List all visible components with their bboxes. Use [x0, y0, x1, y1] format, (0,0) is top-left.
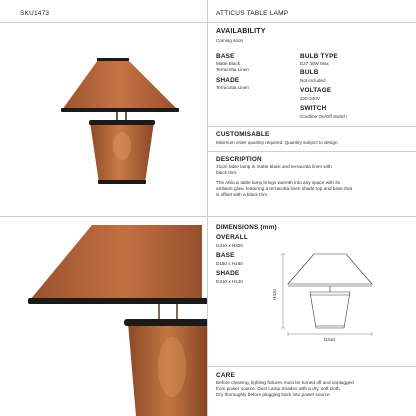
availability-value: Coming soon [216, 38, 244, 43]
base-value-2: Terracotta Linen [216, 67, 249, 72]
closeup-base-trim [124, 319, 207, 326]
specs-divider [208, 126, 416, 127]
lamp-shade-top-trim [97, 58, 129, 61]
bulb-type-heading: BULB TYPE [300, 53, 339, 60]
care-line: Dry thoroughly before plugging back into power source. [216, 392, 331, 397]
customisable-heading: CUSTOMISABLE [216, 131, 270, 138]
care-divider [208, 366, 416, 367]
description-line: 31cm table lamp in matte black and terracotta linen with [216, 164, 332, 169]
voltage-heading: VOLTAGE [300, 87, 332, 94]
description-line: The Atticus table lamp brings warmth into any space with its [216, 180, 341, 185]
closeup-shade-trim [28, 298, 207, 304]
drawing-base [310, 292, 350, 328]
overall-heading: OVERALL [216, 234, 248, 241]
customisable-divider [208, 151, 416, 152]
description-heading: DESCRIPTION [216, 156, 262, 163]
description-line: is offset with a black trim. [216, 192, 269, 197]
shade-value: Terracotta Linen [216, 85, 249, 90]
lamp-shade-bottom-trim [61, 108, 179, 112]
description-paragraph-1 [216, 164, 366, 176]
care-paragraph [216, 380, 406, 398]
product-photo-closeup [0, 217, 207, 416]
drawing-height-label: H320 [272, 289, 277, 300]
drawing-shade [288, 254, 372, 284]
closeup-shade [30, 225, 202, 300]
dim-shade-value: D310 x H140 [216, 279, 243, 284]
center-divider [207, 0, 208, 416]
switch-value: Cordline On/Off Switch [300, 114, 347, 119]
dimensions-heading: DIMENSIONS (mm) [216, 224, 277, 231]
care-line: from power source. Dust Lamp Shades with a dry, soft cloth. [216, 386, 341, 391]
product-photo-full [40, 50, 185, 200]
overall-value: D310 x H320 [216, 243, 243, 248]
bulb-type-value: E27 40W Max [300, 61, 329, 66]
lamp-base-top-trim [89, 120, 155, 125]
care-line: Before cleaning, lighting fixtures must be turned off and unplugged [216, 380, 354, 385]
dim-base-value: D160 x H160 [216, 261, 243, 266]
switch-heading: SWITCH [300, 105, 327, 112]
customisable-text: Minimum order quantity required. Quantity subject to design. [216, 140, 339, 145]
dimension-drawing [280, 248, 380, 344]
bulb-heading: BULB [300, 69, 319, 76]
base-value-1: Matte Black [216, 61, 240, 66]
description-line: black trim. [216, 170, 238, 175]
lamp-base-bottom-trim [98, 180, 146, 184]
drawing-width-label: D310 [324, 337, 335, 342]
base-heading: BASE [216, 53, 235, 60]
header-divider [0, 22, 416, 23]
voltage-value: 220-240V [300, 96, 320, 101]
description-line: ambient glow, featuring a terracotta linen shade top and base that [216, 186, 353, 191]
product-title: ATTICUS TABLE LAMP [216, 10, 289, 17]
dim-shade-heading: SHADE [216, 270, 240, 277]
lamp-shade [62, 60, 178, 110]
description-paragraph-2 [216, 180, 366, 198]
care-heading: CARE [216, 372, 235, 379]
sku-label: SKU1473 [20, 10, 50, 17]
dim-base-heading: BASE [216, 252, 235, 259]
shade-heading: SHADE [216, 77, 240, 84]
availability-heading: AVAILABILITY [216, 28, 266, 35]
bulb-value: Not included [300, 78, 326, 83]
